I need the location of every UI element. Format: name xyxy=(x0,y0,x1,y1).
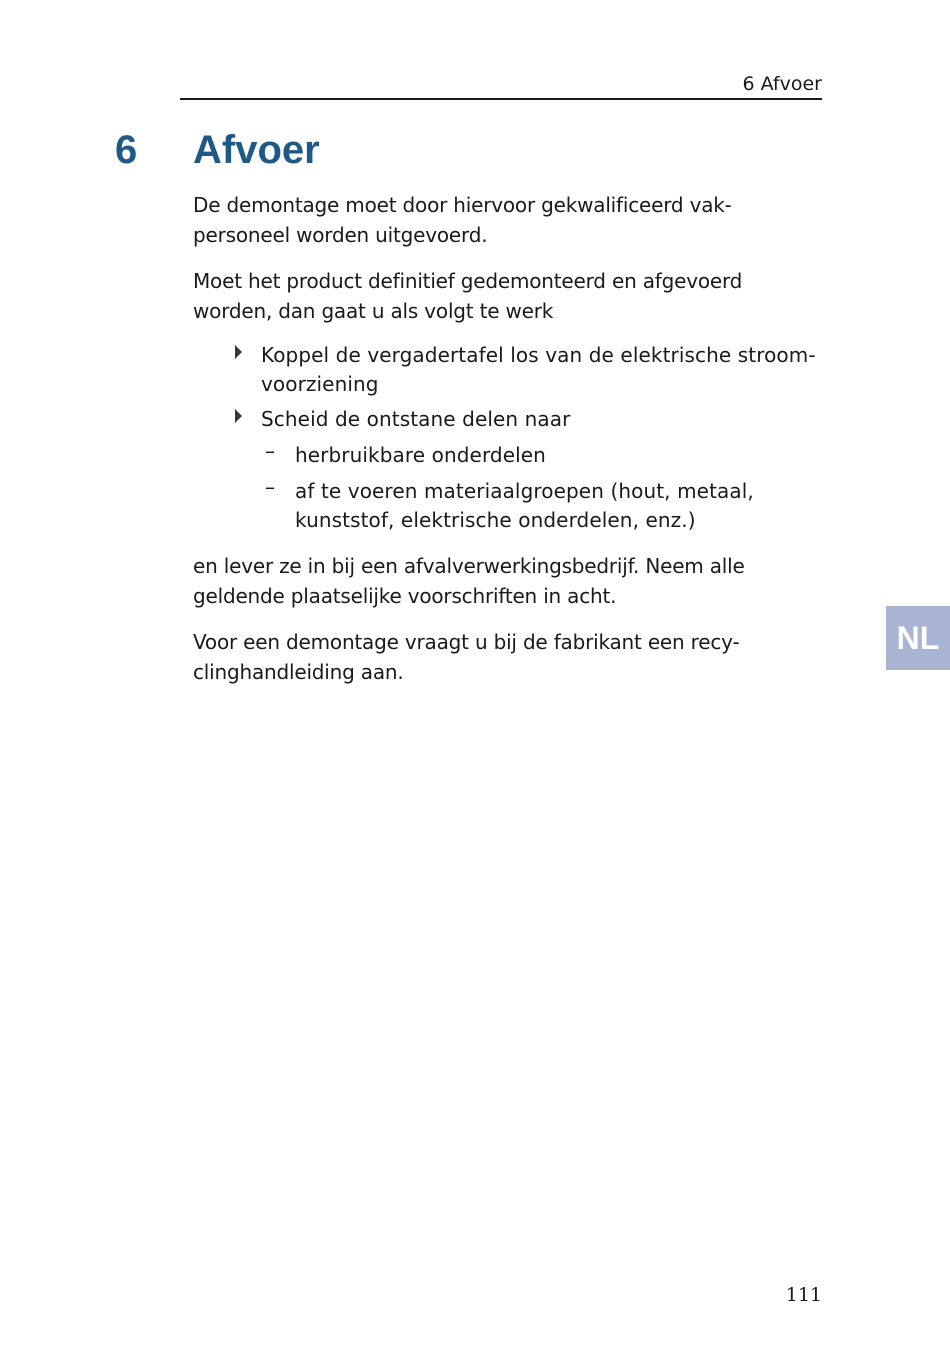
step-item-separate-parts xyxy=(261,405,831,434)
paragraph-line: Voor een demontage vraagt u bij de fabrikant een recy- xyxy=(193,630,740,654)
sub-item-line: kunststof, elektrische onderdelen, enz.) xyxy=(295,508,696,532)
sub-item-line: af te voeren materiaalgroepen (hout, metaal, xyxy=(295,479,754,503)
step-line: Scheid de ontstane delen naar xyxy=(261,407,571,431)
sub-item-line: herbruikbare onderdelen xyxy=(295,443,546,467)
paragraph-line: personeel worden uitgevoerd. xyxy=(193,223,488,247)
step-item-disconnect-power xyxy=(261,341,831,399)
step-line: Koppel de vergadertafel los van de elektrische stroom- xyxy=(261,343,816,367)
paragraph-qualified-personnel xyxy=(193,190,833,250)
paragraph-line: en lever ze in bij een afvalverwerkingsbedrijf. Neem alle xyxy=(193,554,745,578)
paragraph-procedure-intro xyxy=(193,266,833,326)
chapter-number: 6 xyxy=(115,128,138,172)
running-header xyxy=(180,72,822,100)
dash-marker: – xyxy=(265,475,276,499)
step-line: voorziening xyxy=(261,372,379,396)
language-tab: NL xyxy=(886,606,950,670)
triangle-right-icon xyxy=(235,409,242,423)
running-header-title: 6 Afvoer xyxy=(742,73,822,95)
sub-item-reusable-parts xyxy=(265,439,835,470)
paragraph-line: worden, dan gaat u als volgt te werk xyxy=(193,299,554,323)
paragraph-line: geldende plaatselijke voorschriften in acht. xyxy=(193,584,617,608)
page-number: 111 xyxy=(785,1284,822,1306)
chapter-title: Afvoer xyxy=(193,128,320,172)
triangle-right-icon xyxy=(235,345,242,359)
dash-marker: – xyxy=(265,439,276,463)
paragraph-line: Moet het product definitief gedemonteerd en afgevoerd xyxy=(193,269,743,293)
paragraph-recycling-manual xyxy=(193,627,833,687)
paragraph-waste-company xyxy=(193,551,833,611)
paragraph-line: De demontage moet door hiervoor gekwalificeerd vak- xyxy=(193,193,732,217)
paragraph-line: clinghandleiding aan. xyxy=(193,660,404,684)
sub-item-material-groups xyxy=(265,475,835,535)
